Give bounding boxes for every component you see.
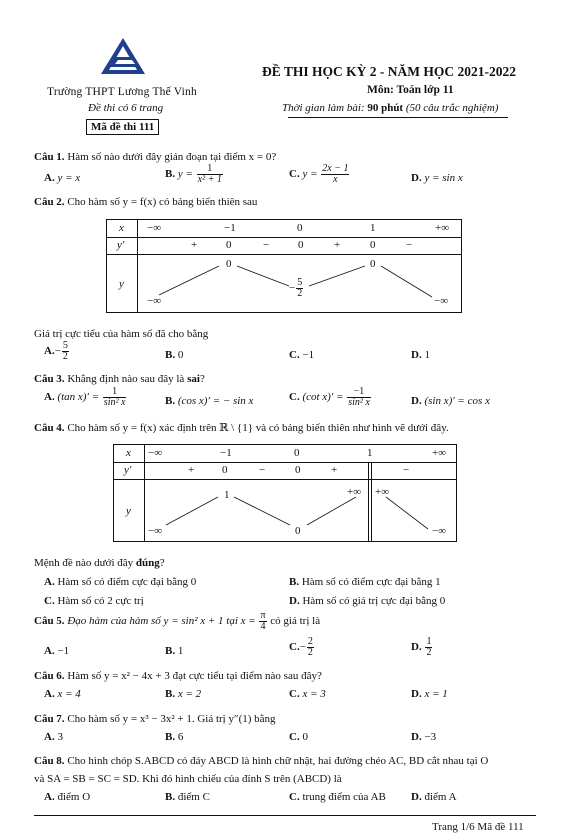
q2-option-b[interactable]: B. 0 bbox=[165, 349, 184, 361]
question-text: Hàm số nào dưới đây gián đoạn tại điểm x = 0? bbox=[67, 151, 277, 163]
question-8: Câu 8. Cho hình chóp S.ABCD có đáy ABCD là hình chữ nhật, hai đường chéo AC, BD cắt nhau tại O bbox=[34, 755, 489, 767]
sign: + bbox=[334, 239, 341, 251]
variation-table-2 bbox=[113, 444, 457, 542]
question-3: Câu 3. Khẳng định nào sau đây là sai? bbox=[34, 373, 205, 385]
q1-option-b[interactable]: B. y = $\frac{1}{\text{x² + 1}}$ bbox=[165, 163, 222, 185]
q1-option-a[interactable]: A. y = x bbox=[44, 172, 81, 184]
page-footer: Trang 1/6 Mã đề 111 bbox=[432, 821, 524, 833]
q7-option-c[interactable]: C. 0 bbox=[289, 731, 308, 743]
y-value: 0 bbox=[295, 525, 301, 537]
q5-option-c[interactable]: C.− $\frac{2}{2}$ bbox=[289, 636, 313, 658]
y-value: +∞ bbox=[375, 486, 390, 498]
question-4: Câu 4. Cho hàm số y = f(x) xác định trên ℝ \ {1} và có bảng biến thiên như hình vẽ dưới đây. bbox=[34, 422, 449, 434]
question-7: Câu 7. Cho hàm số y = x³ − 3x² + 1. Giá trị y″(1) bằng bbox=[34, 713, 276, 725]
y-value: 0 bbox=[370, 258, 376, 270]
question-2: Câu 2. Cho hàm số y = f(x) có bảng biến thiên sau bbox=[34, 196, 258, 208]
q2-option-c[interactable]: C. −1 bbox=[289, 349, 315, 361]
header-divider bbox=[288, 117, 508, 118]
exam-time: Thời gian làm bài: 90 phút (50 câu trắc nghiệm) bbox=[282, 102, 499, 114]
sign: + bbox=[331, 464, 338, 476]
row-y-label: y bbox=[126, 505, 131, 517]
q4-option-c[interactable]: C. Hàm số có 2 cực trị bbox=[44, 595, 144, 607]
y-value: 0 bbox=[226, 258, 232, 270]
sign: − bbox=[403, 464, 410, 476]
y-value: −∞ bbox=[432, 525, 447, 537]
exam-title: ĐỀ THI HỌC KỲ 2 - NĂM HỌC 2021-2022 bbox=[262, 64, 517, 79]
q8-option-a[interactable]: A. điểm O bbox=[44, 791, 91, 803]
row-x-label: x bbox=[119, 222, 124, 234]
sign: + bbox=[191, 239, 198, 251]
question-8-cont: và SA = SB = SC = SD. Khi đó hình chiếu của đỉnh S trên (ABCD) là bbox=[34, 773, 342, 785]
sign: 0 bbox=[226, 239, 232, 251]
variation-table-1 bbox=[106, 219, 462, 313]
q2-option-d[interactable]: D. 1 bbox=[411, 349, 430, 361]
y-min-value: − $\frac{5}{2}$ bbox=[289, 277, 303, 299]
question-label: Câu 1. bbox=[34, 151, 65, 163]
question-4-ask: Mệnh đề nào dưới đây đúng? bbox=[34, 557, 165, 569]
school-logo bbox=[100, 37, 146, 75]
x-value: −1 bbox=[220, 447, 232, 459]
x-value: −1 bbox=[224, 222, 236, 234]
y-value: −∞ bbox=[147, 295, 162, 307]
variation-arrows bbox=[107, 220, 461, 312]
x-value: 1 bbox=[367, 447, 373, 459]
subject: Môn: Toán lớp 11 bbox=[367, 84, 454, 96]
row-yprime-label: y′ bbox=[124, 464, 132, 476]
q2-option-a[interactable]: A.− $\frac{5}{2}$ bbox=[44, 340, 68, 362]
q3-option-d[interactable]: D. (sin x)′ = cos x bbox=[411, 395, 490, 407]
sign: + bbox=[188, 464, 195, 476]
question-2-ask: Giá trị cực tiểu của hàm số đã cho bằng bbox=[34, 328, 209, 340]
exam-code-box: Mã đề thi 111 bbox=[86, 119, 159, 135]
q8-option-d[interactable]: D. điểm A bbox=[411, 791, 457, 803]
q4-option-d[interactable]: D. Hàm số có giá trị cực đại bằng 0 bbox=[289, 595, 446, 607]
y-value: −∞ bbox=[434, 295, 449, 307]
q5-option-a[interactable]: A. −1 bbox=[44, 645, 70, 657]
q4-option-a[interactable]: A. Hàm số có điểm cực đại bằng 0 bbox=[44, 576, 197, 588]
x-value: +∞ bbox=[432, 447, 447, 459]
x-value: 0 bbox=[297, 222, 303, 234]
sign: − bbox=[259, 464, 266, 476]
q5-option-b[interactable]: B. 1 bbox=[165, 645, 184, 657]
question-1 bbox=[34, 151, 276, 163]
q6-option-c[interactable]: C. x = 3 bbox=[289, 688, 326, 700]
question-6: Câu 6. Hàm số y = x² − 4x + 3 đạt cực tiểu tại điểm nào sau đây? bbox=[34, 670, 322, 682]
q6-option-b[interactable]: B. x = 2 bbox=[165, 688, 202, 700]
footer-divider bbox=[34, 815, 536, 816]
q6-option-d[interactable]: D. x = 1 bbox=[411, 688, 448, 700]
q7-option-a[interactable]: A. 3 bbox=[44, 731, 63, 743]
x-value: −∞ bbox=[148, 447, 163, 459]
q8-option-b[interactable]: B. điểm C bbox=[165, 791, 210, 803]
row-yprime-label: y′ bbox=[117, 239, 125, 251]
q1-option-d[interactable]: D. y = sin x bbox=[411, 172, 463, 184]
pages-note: Đề thi có 6 trang bbox=[88, 102, 164, 114]
x-value: 0 bbox=[294, 447, 300, 459]
x-value: 1 bbox=[370, 222, 376, 234]
sign: 0 bbox=[370, 239, 376, 251]
y-value: −∞ bbox=[148, 525, 163, 537]
q6-option-a[interactable]: A. x = 4 bbox=[44, 688, 81, 700]
variation-arrows bbox=[114, 445, 456, 541]
sign: − bbox=[263, 239, 270, 251]
q4-option-b[interactable]: B. Hàm số có điểm cực đại bằng 1 bbox=[289, 576, 441, 588]
row-y-label: y bbox=[119, 278, 124, 290]
sign: − bbox=[406, 239, 413, 251]
question-5: Câu 5. Đạo hàm của hàm số y = sin² x + 1 tại x = $\frac{\pi}{4}$ có giá trị là bbox=[34, 610, 321, 632]
q3-option-b[interactable]: B. (cos x)′ = − sin x bbox=[165, 395, 254, 407]
q5-option-d[interactable]: D. $\frac{1}{2}$ bbox=[411, 636, 432, 658]
sign: 0 bbox=[298, 239, 304, 251]
q3-option-c[interactable]: C. (cot x)′ = $\frac{-1}{\text{sin² x}}$ bbox=[289, 386, 370, 408]
y-value: +∞ bbox=[347, 486, 362, 498]
q7-option-b[interactable]: B. 6 bbox=[165, 731, 184, 743]
x-value: −∞ bbox=[147, 222, 162, 234]
x-value: +∞ bbox=[435, 222, 450, 234]
sign: 0 bbox=[295, 464, 301, 476]
q7-option-d[interactable]: D. −3 bbox=[411, 731, 437, 743]
school-name: Trường THPT Lương Thế Vinh bbox=[47, 86, 197, 98]
q1-option-c[interactable]: C. y = $\frac{2x - 1}{x}$ bbox=[289, 163, 349, 185]
y-value: 1 bbox=[224, 489, 230, 501]
q3-option-a[interactable]: A. (tan x)′ = $\frac{1}{\text{sin² x}}$ bbox=[44, 386, 126, 408]
sign: 0 bbox=[222, 464, 228, 476]
q8-option-c[interactable]: C. trung điểm của AB bbox=[289, 791, 386, 803]
row-x-label: x bbox=[126, 447, 131, 459]
